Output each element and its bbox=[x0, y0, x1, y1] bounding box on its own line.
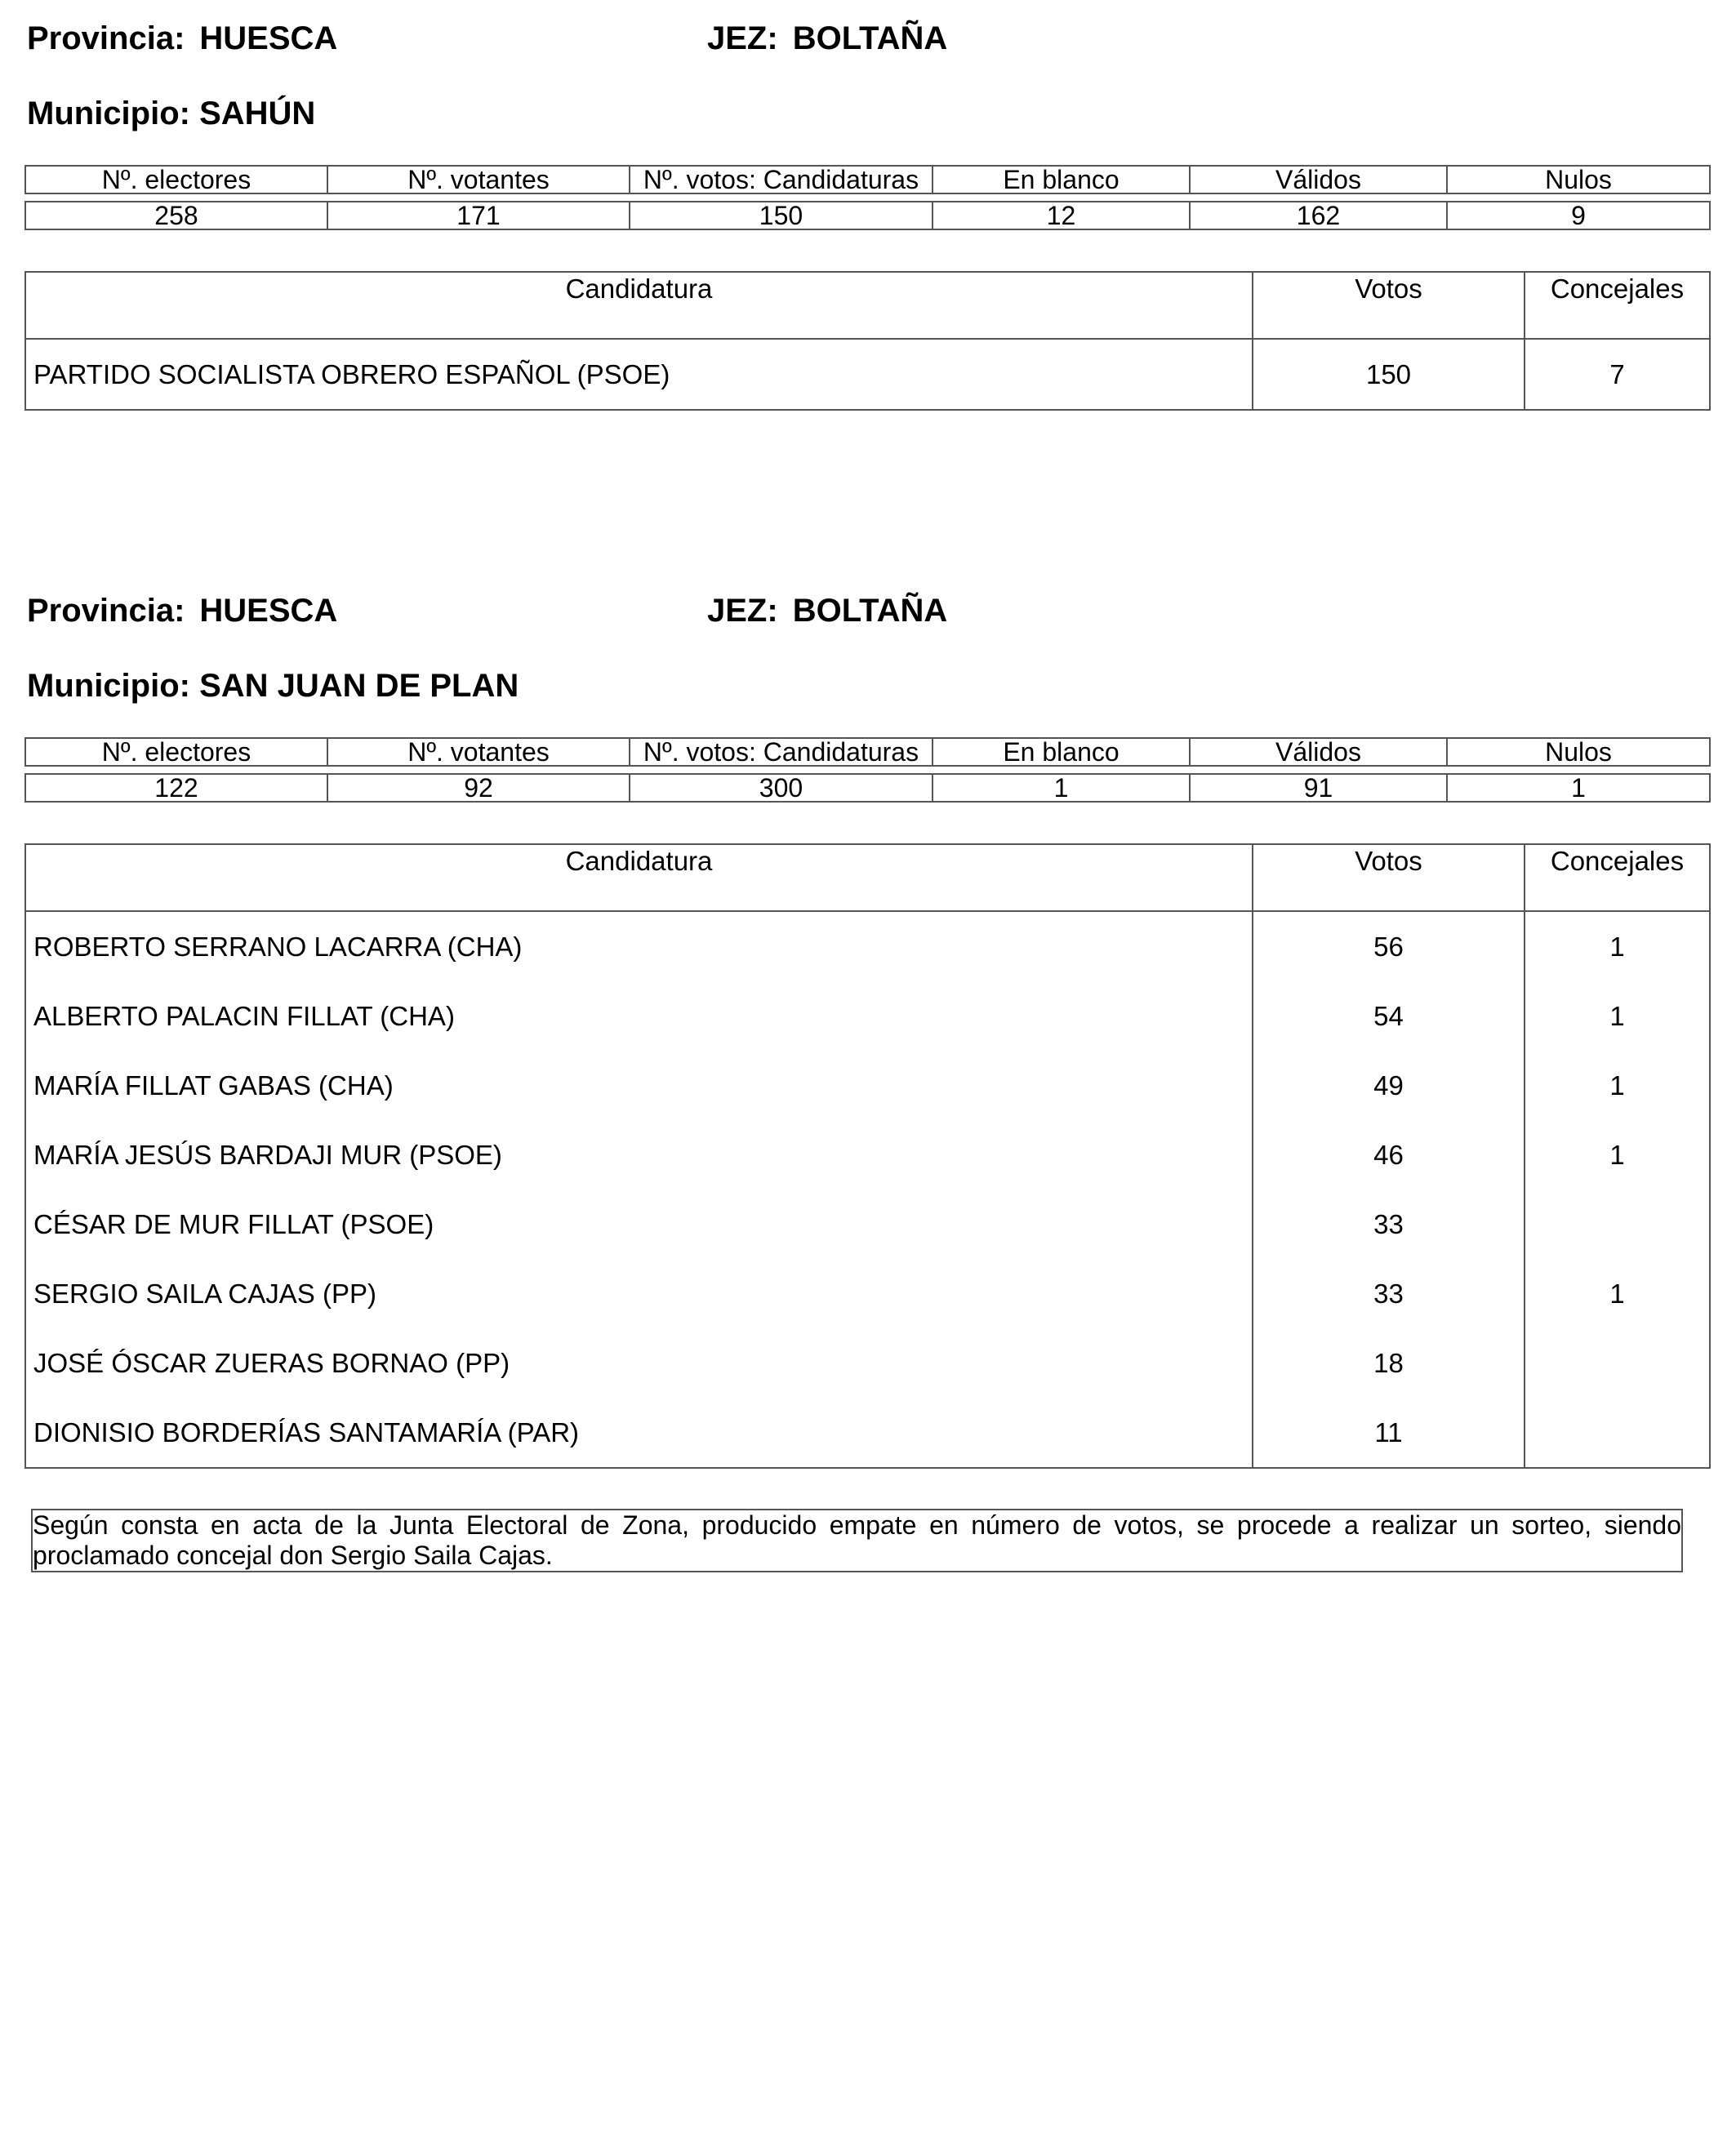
candidates-header-row bbox=[25, 272, 1710, 339]
candidate-concejales bbox=[1525, 1190, 1710, 1259]
header-nulos: Nulos bbox=[1447, 166, 1710, 193]
candidate-concejales: 1 bbox=[1525, 1120, 1710, 1190]
candidate-name: MARÍA FILLAT GABAS (CHA) bbox=[25, 1051, 1253, 1120]
header-concejales: Concejales bbox=[1525, 272, 1710, 339]
candidate-row bbox=[25, 1190, 1710, 1259]
header-candidatura: Candidatura bbox=[25, 272, 1253, 339]
header-electores: Nº. electores bbox=[25, 166, 327, 193]
candidate-row bbox=[25, 1051, 1710, 1120]
summary-header-row bbox=[25, 738, 1710, 766]
provincia-value: HUESCA bbox=[199, 20, 338, 56]
candidates-table bbox=[24, 843, 1711, 1469]
candidate-row bbox=[25, 1328, 1710, 1398]
vote-summary-table bbox=[24, 737, 1711, 803]
header-en-blanco: En blanco bbox=[933, 166, 1190, 193]
value-votantes: 171 bbox=[327, 202, 630, 229]
header-votantes: Nº. votantes bbox=[327, 738, 630, 766]
header-validos: Válidos bbox=[1190, 738, 1447, 766]
candidate-row bbox=[25, 1398, 1710, 1468]
candidate-votos: 11 bbox=[1253, 1398, 1525, 1468]
provincia-label: Provincia: bbox=[27, 593, 185, 629]
candidate-concejales bbox=[1525, 1328, 1710, 1398]
candidate-concejales: 1 bbox=[1525, 1259, 1710, 1328]
jez-label: JEZ: bbox=[707, 20, 778, 56]
candidate-name: MARÍA JESÚS BARDAJI MUR (PSOE) bbox=[25, 1120, 1253, 1190]
provincia-label: Provincia: bbox=[27, 20, 185, 56]
candidate-name: DIONISIO BORDERÍAS SANTAMARÍA (PAR) bbox=[25, 1398, 1253, 1468]
value-electores: 122 bbox=[25, 774, 327, 802]
candidate-name: ROBERTO SERRANO LACARRA (CHA) bbox=[25, 911, 1253, 981]
value-en-blanco: 1 bbox=[933, 774, 1190, 802]
summary-value-row bbox=[25, 202, 1710, 229]
provincia-heading bbox=[27, 22, 337, 55]
candidate-concejales: 1 bbox=[1525, 981, 1710, 1051]
municipio-heading bbox=[27, 97, 315, 130]
value-votantes: 92 bbox=[327, 774, 630, 802]
candidate-concejales: 1 bbox=[1525, 1051, 1710, 1120]
jez-value: BOLTAÑA bbox=[792, 593, 948, 629]
header-votos-candidaturas: Nº. votos: Candidaturas bbox=[630, 738, 933, 766]
candidate-votos: 150 bbox=[1253, 339, 1525, 410]
summary-value-row bbox=[25, 774, 1710, 802]
candidate-row bbox=[25, 911, 1710, 981]
jez-heading bbox=[707, 594, 947, 627]
vote-summary-table bbox=[24, 165, 1711, 230]
header-en-blanco: En blanco bbox=[933, 738, 1190, 766]
provincia-value: HUESCA bbox=[199, 593, 338, 629]
jez-heading bbox=[707, 22, 947, 55]
candidate-votos: 33 bbox=[1253, 1259, 1525, 1328]
header-candidatura: Candidatura bbox=[25, 844, 1253, 911]
candidate-concejales: 1 bbox=[1525, 911, 1710, 981]
header-votos: Votos bbox=[1253, 844, 1525, 911]
header-validos: Válidos bbox=[1190, 166, 1447, 193]
candidate-name: CÉSAR DE MUR FILLAT (PSOE) bbox=[25, 1190, 1253, 1259]
candidate-row bbox=[25, 1259, 1710, 1328]
value-votos-candidaturas: 150 bbox=[630, 202, 933, 229]
candidate-name: SERGIO SAILA CAJAS (PP) bbox=[25, 1259, 1253, 1328]
candidate-name: ALBERTO PALACIN FILLAT (CHA) bbox=[25, 981, 1253, 1051]
candidates-table bbox=[24, 271, 1711, 411]
value-validos: 162 bbox=[1190, 202, 1447, 229]
candidate-row bbox=[25, 981, 1710, 1051]
candidate-votos: 54 bbox=[1253, 981, 1525, 1051]
candidate-concejales bbox=[1525, 1398, 1710, 1468]
municipio-label: Municipio: bbox=[27, 96, 190, 131]
jez-value: BOLTAÑA bbox=[792, 20, 948, 56]
candidates-header-row bbox=[25, 844, 1710, 911]
tie-break-note: Según consta en acta de la Junta Electoral de Zona, producido empate en número de votos, se procede a realizar un sorteo, siendo proclamado concejal don Sergio Saila Cajas. bbox=[31, 1509, 1683, 1572]
candidate-name: PARTIDO SOCIALISTA OBRERO ESPAÑOL (PSOE) bbox=[25, 339, 1253, 410]
value-nulos: 1 bbox=[1447, 774, 1710, 802]
candidate-row bbox=[25, 1120, 1710, 1190]
municipio-heading bbox=[27, 669, 519, 702]
candidate-votos: 49 bbox=[1253, 1051, 1525, 1120]
municipio-label: Municipio: bbox=[27, 668, 190, 704]
provincia-heading bbox=[27, 594, 337, 627]
header-votos-candidaturas: Nº. votos: Candidaturas bbox=[630, 166, 933, 193]
header-electores: Nº. electores bbox=[25, 738, 327, 766]
candidate-votos: 56 bbox=[1253, 911, 1525, 981]
summary-header-row bbox=[25, 166, 1710, 193]
municipio-value: SAN JUAN DE PLAN bbox=[199, 668, 519, 704]
header-concejales: Concejales bbox=[1525, 844, 1710, 911]
municipio-value: SAHÚN bbox=[199, 96, 316, 131]
value-en-blanco: 12 bbox=[933, 202, 1190, 229]
value-nulos: 9 bbox=[1447, 202, 1710, 229]
jez-label: JEZ: bbox=[707, 593, 778, 629]
header-votos: Votos bbox=[1253, 272, 1525, 339]
header-votantes: Nº. votantes bbox=[327, 166, 630, 193]
value-validos: 91 bbox=[1190, 774, 1447, 802]
value-electores: 258 bbox=[25, 202, 327, 229]
value-votos-candidaturas: 300 bbox=[630, 774, 933, 802]
candidate-votos: 18 bbox=[1253, 1328, 1525, 1398]
header-nulos: Nulos bbox=[1447, 738, 1710, 766]
candidate-votos: 33 bbox=[1253, 1190, 1525, 1259]
candidate-concejales: 7 bbox=[1525, 339, 1710, 410]
candidate-row bbox=[25, 339, 1710, 410]
candidate-name: JOSÉ ÓSCAR ZUERAS BORNAO (PP) bbox=[25, 1328, 1253, 1398]
candidate-votos: 46 bbox=[1253, 1120, 1525, 1190]
